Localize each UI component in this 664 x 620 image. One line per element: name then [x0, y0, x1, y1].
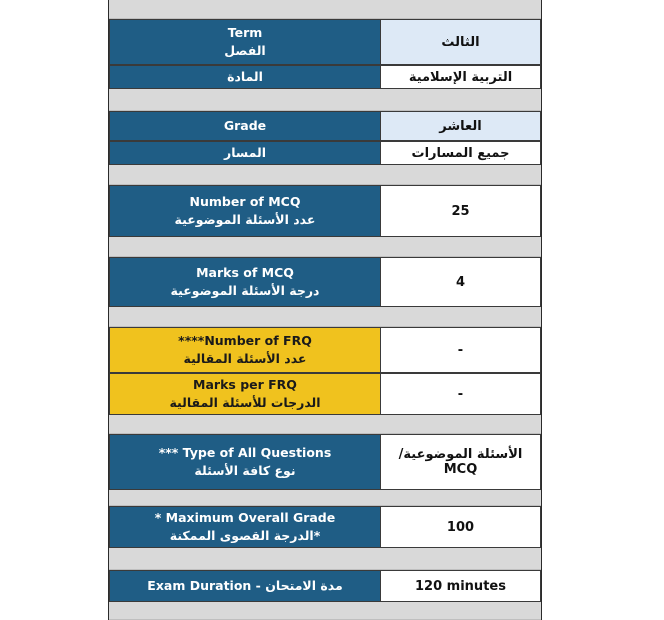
- row-grade: [109, 111, 541, 141]
- grade-label-cell: [109, 111, 381, 141]
- marks-mcq-label-ar: درجة الأسئلة الموضوعية: [170, 283, 320, 298]
- num-frq-label-en: ****Number of FRQ: [178, 333, 312, 348]
- num-frq-value: -: [457, 342, 464, 358]
- max-grade-value: 100: [446, 519, 475, 535]
- num-frq-value-cell: [381, 327, 541, 373]
- marks-mcq-value-cell: [381, 257, 541, 307]
- grade-value: العاشر: [439, 118, 482, 134]
- spacer-row: [109, 165, 541, 185]
- spacer-row: [109, 548, 541, 570]
- spacer-row: [109, 602, 541, 620]
- row-type-all: [109, 434, 541, 490]
- spacer-row: [109, 307, 541, 327]
- term-label-ar: الفصل: [224, 43, 266, 58]
- type-all-value: الأسئلة الموضوعية/ MCQ: [398, 447, 523, 477]
- spacer-row: [109, 490, 541, 506]
- row-max-grade: [109, 506, 541, 548]
- grade-label-en: Grade: [223, 118, 267, 133]
- term-value-cell: [381, 19, 541, 65]
- marks-frq-label-ar: الدرجات للأسئلة المقالية: [169, 395, 321, 410]
- row-num-mcq: [109, 185, 541, 237]
- type-all-label-en: *** Type of All Questions: [158, 445, 332, 460]
- row-term: [109, 19, 541, 65]
- duration-value: 120 minutes: [415, 578, 506, 594]
- subject-value-cell: [381, 65, 541, 89]
- num-mcq-label-ar: عدد الأسئلة الموضوعية: [174, 212, 316, 227]
- marks-frq-value: -: [457, 386, 464, 402]
- duration-label-cell: [109, 570, 381, 602]
- row-marks-mcq: [109, 257, 541, 307]
- spacer-row: [109, 0, 541, 19]
- track-label-ar: المسار: [224, 145, 266, 160]
- subject-label-ar: المادة: [227, 69, 263, 84]
- row-subject: [109, 65, 541, 89]
- max-grade-label-ar: *الدرجة القصوى الممكنة: [169, 528, 321, 543]
- spacer-row: [109, 415, 541, 434]
- subject-label-cell: [109, 65, 381, 89]
- num-mcq-label-cell: [109, 185, 381, 237]
- track-label-cell: [109, 141, 381, 165]
- type-all-label-cell: [109, 434, 381, 490]
- row-marks-frq: [109, 373, 541, 415]
- marks-frq-value-cell: [381, 373, 541, 415]
- duration-value-cell: [381, 570, 541, 602]
- spacer-row: [109, 237, 541, 257]
- term-value: الثالث: [441, 34, 480, 50]
- num-frq-label-cell: [109, 327, 381, 373]
- duration-label: Exam Duration - مدة الامتحان: [147, 578, 343, 593]
- num-frq-label-ar: عدد الأسئلة المقالية: [183, 351, 307, 366]
- spacer-row: [109, 89, 541, 111]
- num-mcq-value: 25: [451, 203, 470, 219]
- max-grade-label-en: * Maximum Overall Grade: [154, 510, 336, 525]
- num-mcq-value-cell: [381, 185, 541, 237]
- subject-value: التربية الإسلامية: [408, 69, 513, 85]
- row-num-frq: [109, 327, 541, 373]
- track-value: جميع المسارات: [411, 145, 510, 161]
- row-track: [109, 141, 541, 165]
- row-duration: [109, 570, 541, 602]
- type-all-label-ar: نوع كافة الأسئلة: [194, 463, 296, 478]
- max-grade-label-cell: [109, 506, 381, 548]
- marks-mcq-label-cell: [109, 257, 381, 307]
- term-label-en: Term: [227, 25, 263, 40]
- exam-spec-table: [108, 0, 542, 620]
- grade-value-cell: [381, 111, 541, 141]
- marks-mcq-label-en: Marks of MCQ: [196, 265, 294, 280]
- type-all-value-cell: [381, 434, 541, 490]
- num-mcq-label-en: Number of MCQ: [189, 194, 301, 209]
- max-grade-value-cell: [381, 506, 541, 548]
- marks-frq-label-cell: [109, 373, 381, 415]
- marks-frq-label-en: Marks per FRQ: [193, 377, 297, 392]
- marks-mcq-value: 4: [455, 274, 466, 290]
- track-value-cell: [381, 141, 541, 165]
- term-label-cell: [109, 19, 381, 65]
